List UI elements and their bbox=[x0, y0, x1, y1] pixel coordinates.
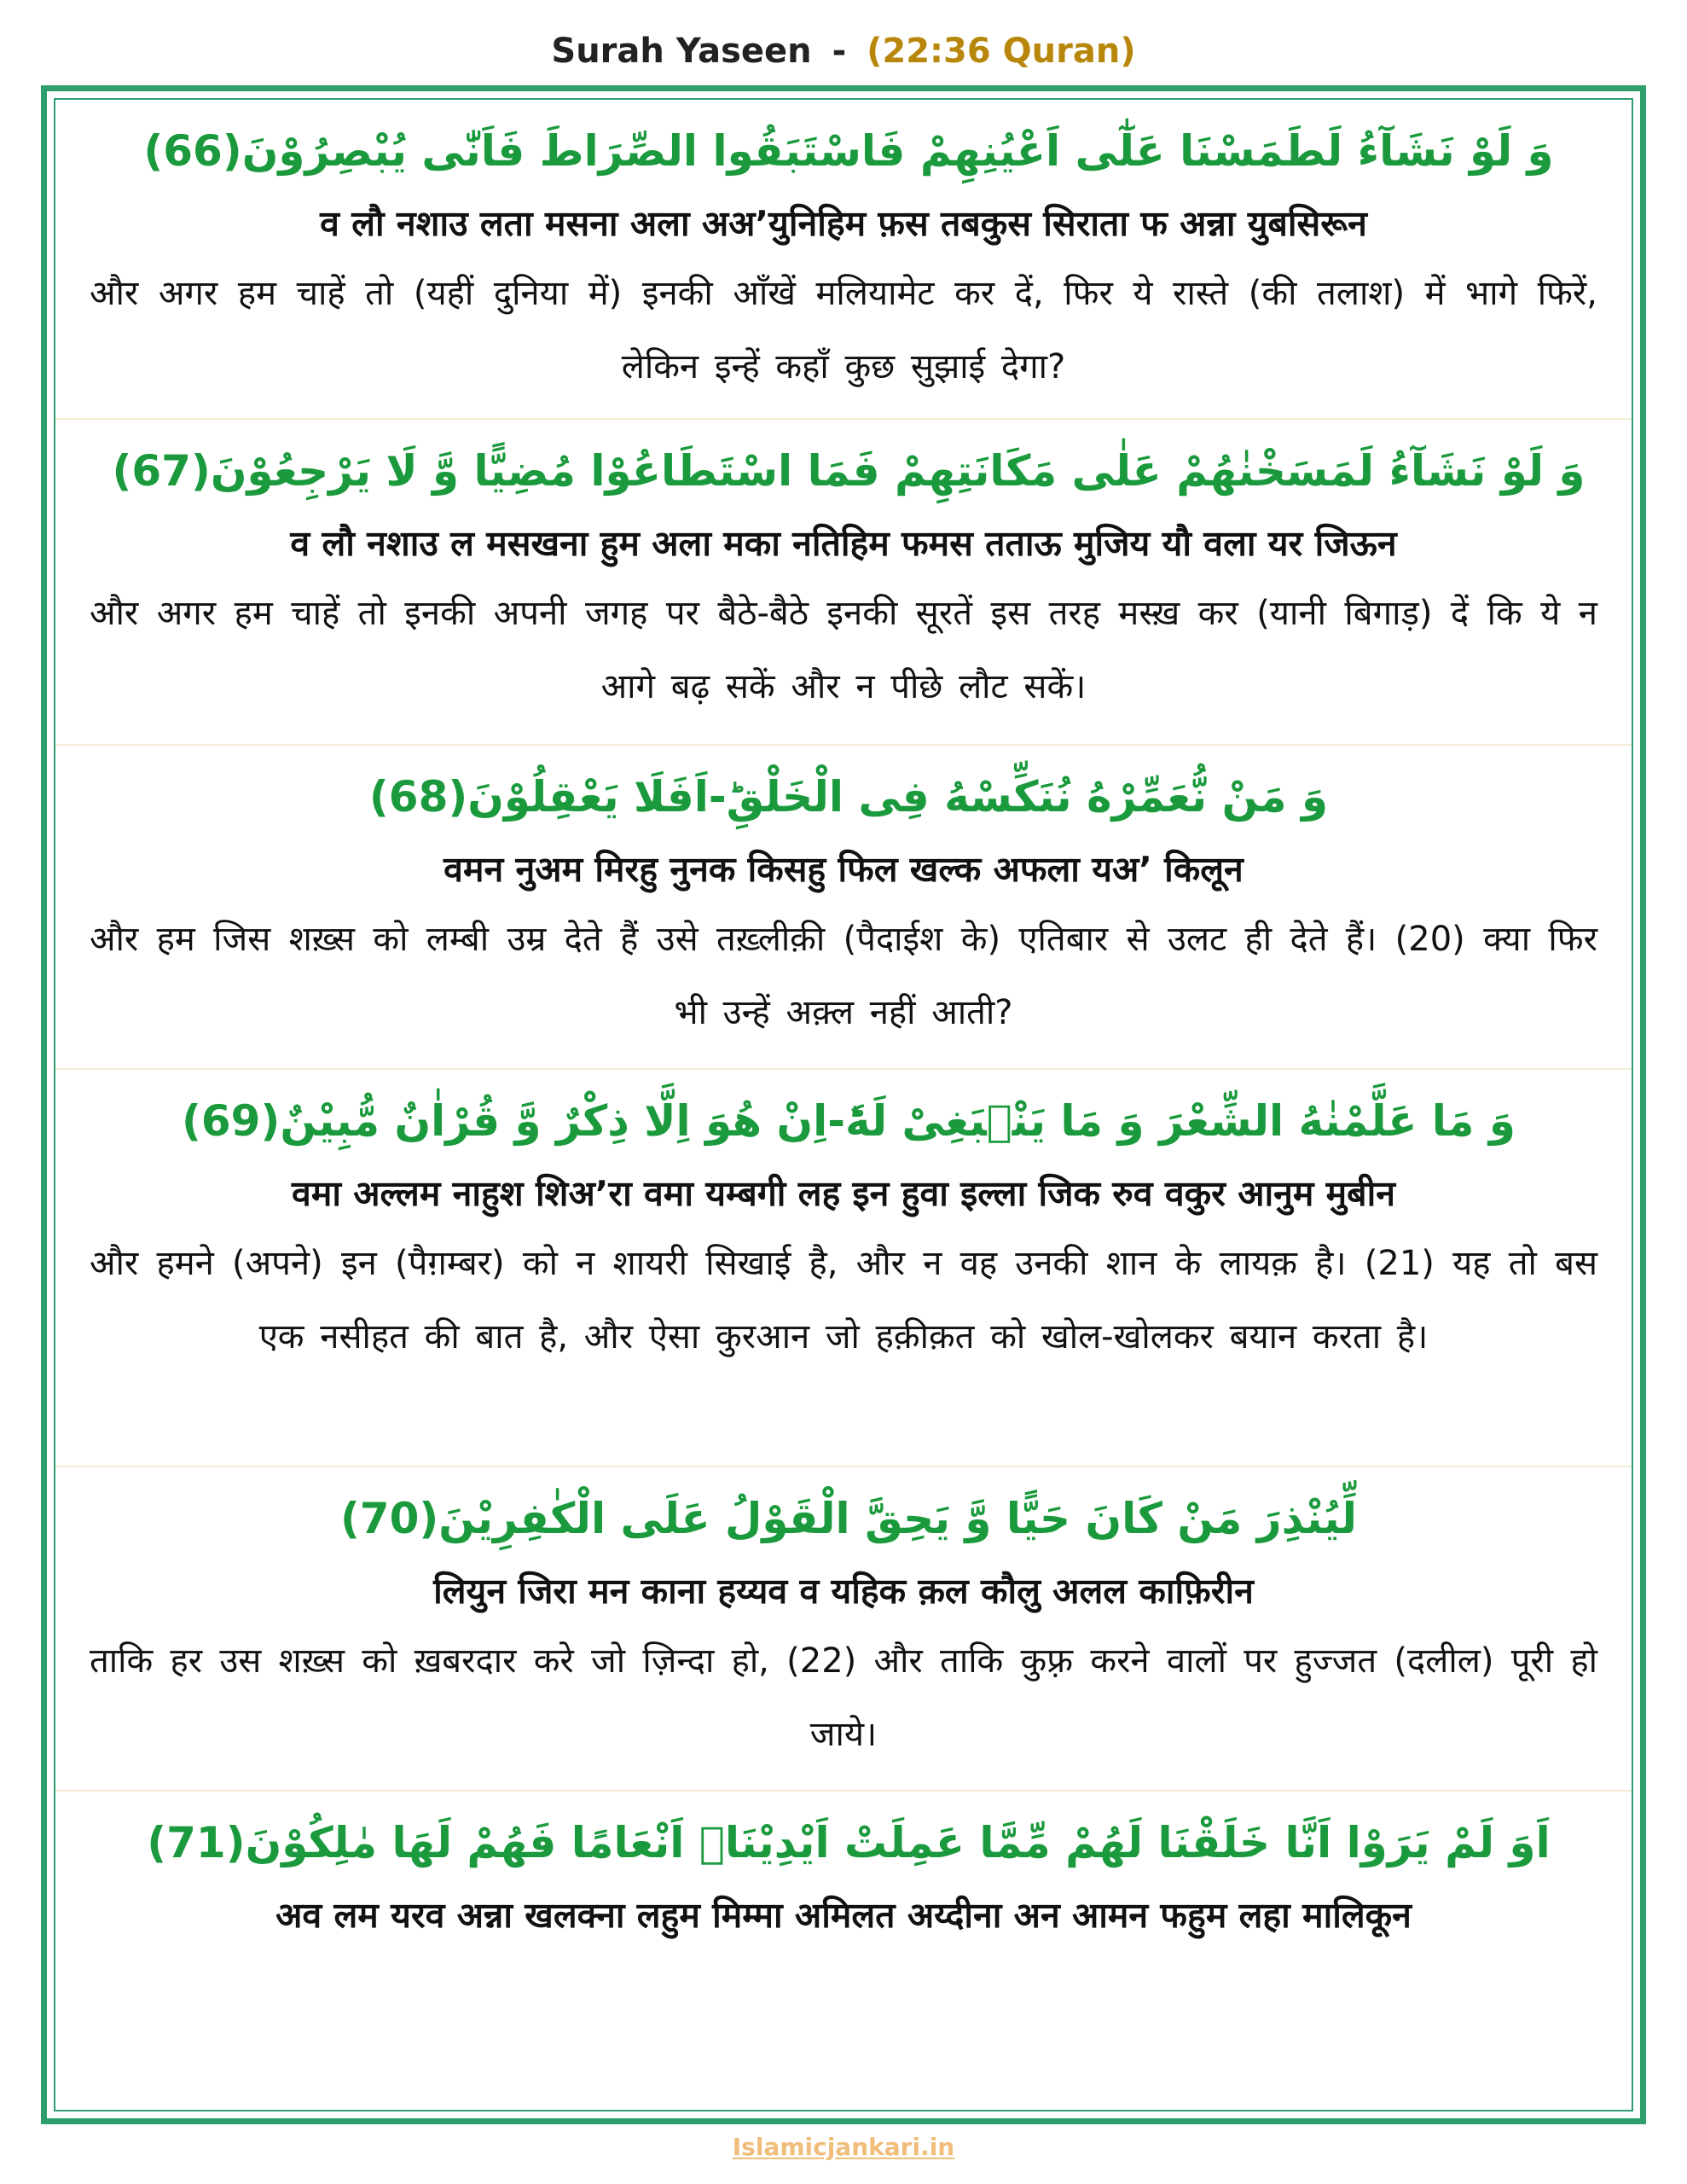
arabic-text: وَ مَا عَلَّمْنٰهُ الشِّعْرَ وَ مَا يَنْۢبَغِىْ لَهٗؕ-اِنْ هُوَ اِلَّا ذِكْرٌ وَّ قُرْاٰنٌ مُّبِيْنٌ(69) bbox=[182, 1096, 1516, 1146]
verse-block-67 bbox=[55, 420, 1632, 746]
verse-block-70 bbox=[55, 1467, 1632, 1792]
transliteration: व लौ नशाउ ल मसखना हुम अला मका नतिहिम फमस तताऊ मुजिय यौ वला यर जिऊन bbox=[290, 523, 1397, 564]
verse-number: (67) bbox=[112, 446, 211, 496]
verse-block-71 bbox=[55, 1792, 1632, 2048]
site-footer-link[interactable]: Islamicjankari.in bbox=[732, 2133, 955, 2161]
transliteration: वमा अल्लम नाहुश शिअ’रा वमा यम्बगी लह इन हुवा इल्ला जिक रुव वकुर आनुम मुबीन bbox=[292, 1173, 1395, 1214]
verse-block-69 bbox=[55, 1070, 1632, 1467]
verse-number: (70) bbox=[339, 1494, 439, 1543]
transliteration: वमन नुअम मिरहु नुनक किसहु फिल खल्क अफला यअ’ किलून bbox=[443, 849, 1244, 890]
verse-block-68 bbox=[55, 746, 1632, 1070]
hindi-translation: और हम जिस शख़्स को लम्बी उम्र देते हैं उसे तख़्लीक़ी (पैदाईश के) एतिबार से उलट ही देते हैं। (20) क्या फिर भी उन्हें अक़्ल नहीं आती? bbox=[90, 920, 1597, 1032]
hindi-translation: और अगर हम चाहें तो इनकी अपनी जगह पर बैठे-बैठे इनकी सूरतें इस तरह मस्ख़ कर (यानी बिगाड़) दें कि ये न आगे बढ़ सकें और न पीछे लौट सकें। bbox=[90, 594, 1597, 706]
arabic-text: وَ لَوْ نَشَآءُ لَطَمَسْنَا عَلٰٓى اَعْيُنِهِمْ فَاسْتَبَقُوا الصِّرَاطَ فَاَنّٰى يُبْصِرُوْنَ(66) bbox=[143, 126, 1554, 176]
surah-title: Surah Yaseen bbox=[551, 32, 812, 71]
verse-number: (71) bbox=[147, 1818, 246, 1867]
verse-number: (66) bbox=[143, 126, 242, 176]
arabic-text: اَوَ لَمْ يَرَوْا اَنَّا خَلَقْنَا لَهُمْ مِّمَّا عَمِلَتْ اَيْدِيْنَاۤ اَنْعَامًا فَهُمْ لَهَا مٰلِكُوْنَ(71) bbox=[147, 1818, 1551, 1867]
transliteration: अव लम यरव अन्ना खलक्ना लहुम मिम्मा अमिलत अय्दीना अन आमन फहुम लहा मालिकून bbox=[275, 1895, 1412, 1936]
hindi-translation: और हमने (अपने) इन (पैग़म्बर) को न शायरी सिखाई है, और न वह उनकी शान के लायक़ है। (21) यह तो बस एक नसीहत की बात है, और ऐसा कुरआन जो हक़ीक़त को खोल-खोलकर बयान करता है। bbox=[90, 1244, 1597, 1356]
arabic-text: وَ لَوْ نَشَآءُ لَمَسَخْنٰهُمْ عَلٰى مَكَانَتِهِمْ فَمَا اسْتَطَاعُوْا مُضِيًّا وَّ لَا يَرْجِعُوْنَ(67) bbox=[112, 446, 1586, 496]
transliteration: लियुन जिरा मन काना हय्यव व यहिक क़ल कौलु अलल काफ़िरीन bbox=[433, 1571, 1254, 1612]
hindi-translation: ताकि हर उस शख़्स को ख़बरदार करे जो ज़िन्दा हो, (22) और ताकि कुफ़्र करने वालों पर हुज्जत (दलील) पूरी हो जाये। bbox=[90, 1641, 1597, 1754]
title-separator: - bbox=[832, 32, 847, 71]
verse-number: (68) bbox=[368, 772, 468, 822]
arabic-text: لِّيُنْذِرَ مَنْ كَانَ حَيًّا وَّ يَحِقَّ الْقَوْلُ عَلَى الْكٰفِرِيْنَ(70) bbox=[339, 1494, 1358, 1543]
verse-number: (69) bbox=[182, 1096, 281, 1146]
content-frame bbox=[41, 85, 1646, 2124]
verse-block-66 bbox=[55, 100, 1632, 420]
arabic-text: وَ مَنْ نُّعَمِّرْهُ نُنَكِّسْهُ فِى الْخَلْقِؕ-اَفَلَا يَعْقِلُوْنَ(68) bbox=[368, 772, 1329, 822]
page-header bbox=[0, 26, 1687, 77]
content-frame-inner bbox=[54, 98, 1633, 2111]
hindi-translation: और अगर हम चाहें तो (यहीं दुनिया में) इनकी आँखें मलियामेट कर दें, फिर ये रास्ते (की तलाश) में भागे फिरें, लेकिन इन्हें कहाँ कुछ सुझाई देगा? bbox=[90, 274, 1597, 386]
quran-reference: (22:36 Quran) bbox=[867, 32, 1136, 71]
transliteration: व लौ नशाउ लता मसना अला अअ’युनिहिम फ़स तबकुस सिराता फ अन्ना युबसिरून bbox=[320, 203, 1367, 244]
